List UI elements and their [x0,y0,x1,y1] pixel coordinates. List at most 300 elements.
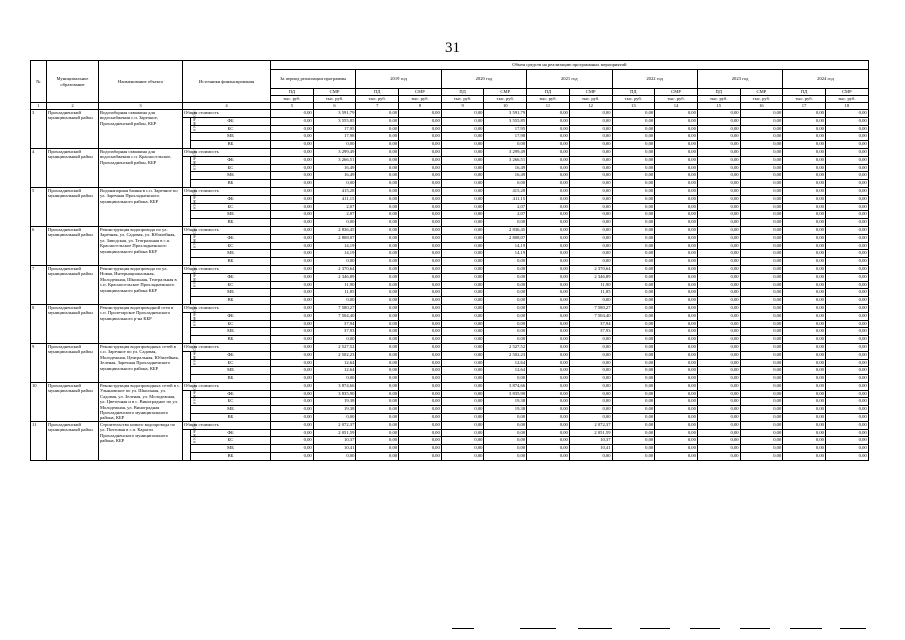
value-cell: 2 051,59 [569,429,612,437]
source-label: ФБ [191,234,271,242]
total-cost-label: Общая стоимость [183,343,271,351]
value-cell: 16,49 [484,172,527,180]
value-cell: 0,00 [441,304,484,312]
header-no: № [31,61,47,103]
value-cell: 0,00 [356,234,399,242]
source-label: ВБ [191,258,271,266]
value-cell: 16,49 [313,172,356,180]
value-cell: 0,00 [655,133,698,141]
row-municipality: Прохладненский муниципальный район [47,304,99,343]
in-that-label [183,382,197,421]
value-cell: 0,00 [740,117,783,125]
value-cell: 7 580,27 [569,304,612,312]
value-cell: 0,00 [783,110,826,118]
value-cell: 0,00 [441,297,484,305]
value-cell: 0,00 [569,211,612,219]
value-cell: 0,00 [271,453,314,461]
value-cell: 0,00 [825,226,868,234]
source-label: БС [191,242,271,250]
value-cell: 0,00 [399,281,442,289]
value-cell: 0,00 [740,297,783,305]
value-cell: 0,00 [697,141,740,149]
in-that-label [183,149,197,187]
header-pd: ПД [612,89,655,96]
value-cell: 37,94 [313,320,356,328]
value-cell: 0,00 [441,320,484,328]
header-municipality: Муниципальное образование [47,61,99,103]
value-cell: 0,00 [655,117,698,125]
header-colnum: 6 [313,103,356,110]
value-cell: 0,00 [356,421,399,429]
value-cell: 0,00 [399,242,442,250]
value-cell: 0,00 [569,187,612,195]
value-cell: 0,00 [441,367,484,375]
value-cell: 14,19 [484,250,527,258]
value-cell: 0,00 [313,375,356,383]
value-cell: 0,00 [740,289,783,297]
value-cell: 0,00 [612,390,655,398]
footer-line [790,628,822,629]
value-cell: 12,64 [313,359,356,367]
row-number: 7 [31,265,47,304]
value-cell: 411,15 [313,195,356,203]
source-label: МБ [191,289,271,297]
value-cell: 0,00 [271,164,314,172]
value-cell: 0,00 [356,133,399,141]
value-cell: 0,00 [655,172,698,180]
value-cell: 0,00 [527,453,570,461]
value-cell: 0,00 [271,203,314,211]
value-cell: 0,00 [655,164,698,172]
row-object: Строительство нового водопровода по ул. Почтовая в с.п. Карагач Прохладненского муниципального района, КБР [99,421,183,460]
value-cell: 0,00 [399,398,442,406]
header-unit: тыс. руб. [441,96,484,103]
value-cell: 0,00 [356,110,399,118]
total-cost-label: Общая стоимость [183,382,271,390]
value-cell: 0,00 [569,351,612,359]
value-cell: 0,00 [740,226,783,234]
value-cell: 0,00 [399,156,442,164]
value-cell: 0,00 [697,437,740,445]
footer-line [520,628,556,629]
value-cell: 0,00 [697,156,740,164]
value-cell: 0,00 [655,180,698,188]
value-cell: 0,00 [612,437,655,445]
value-cell: 0,00 [356,414,399,422]
value-cell: 0,00 [612,265,655,273]
value-cell: 0,00 [825,172,868,180]
in-that-text: в том числе: [191,266,197,287]
value-cell: 0,00 [740,234,783,242]
value-cell: 0,00 [569,359,612,367]
value-cell: 0,00 [569,250,612,258]
value-cell: 0,00 [271,343,314,351]
value-cell: 0,00 [399,351,442,359]
value-cell: 3 555,85 [484,117,527,125]
value-cell: 0,00 [271,382,314,390]
value-cell: 0,00 [655,297,698,305]
value-cell: 0,00 [271,258,314,266]
header-unit: тыс. руб. [612,96,655,103]
value-cell: 2 072,37 [569,421,612,429]
value-cell: 2 346,89 [313,273,356,281]
value-cell: 0,00 [655,156,698,164]
in-that-text: в том числе: [191,110,197,131]
value-cell: 0,00 [527,320,570,328]
value-cell: 0,00 [740,164,783,172]
value-cell: 0,00 [569,141,612,149]
value-cell: 0,00 [441,359,484,367]
value-cell: 0,00 [399,312,442,320]
value-cell: 0,00 [313,219,356,227]
value-cell: 19,38 [313,398,356,406]
value-cell: 0,00 [527,351,570,359]
value-cell: 0,00 [612,328,655,336]
value-cell: 0,00 [783,336,826,344]
value-cell: 0,00 [783,453,826,461]
value-cell: 0,00 [825,406,868,414]
in-that-label [183,266,197,304]
value-cell: 0,00 [569,125,612,133]
value-cell: 0,00 [399,258,442,266]
value-cell: 0,00 [484,320,527,328]
header-colnum: 13 [612,103,655,110]
value-cell: 2 527,52 [313,343,356,351]
value-cell: 0,00 [697,203,740,211]
value-cell: 0,00 [313,336,356,344]
total-cost-label: Общая стоимость [183,421,271,429]
row-number: 10 [31,382,47,421]
source-label: МБ [191,406,271,414]
row-municipality: Прохладненский муниципальный район [47,226,99,265]
value-cell: 0,00 [271,195,314,203]
value-cell: 0,00 [825,445,868,453]
value-cell: 0,00 [783,133,826,141]
row-number: 6 [31,226,47,265]
value-cell: 0,00 [825,110,868,118]
value-cell: 0,00 [569,406,612,414]
value-cell: 0,00 [783,390,826,398]
value-cell: 0,00 [356,141,399,149]
value-cell: 2 370,64 [313,265,356,273]
value-cell: 0,00 [740,133,783,141]
value-cell: 0,00 [697,398,740,406]
value-cell: 0,00 [399,250,442,258]
value-cell: 0,00 [399,164,442,172]
value-cell: 0,00 [740,148,783,156]
value-cell: 0,00 [783,429,826,437]
value-cell: 2 527,52 [484,343,527,351]
value-cell: 0,00 [569,226,612,234]
value-cell: 0,00 [356,320,399,328]
value-cell: 0,00 [356,148,399,156]
value-cell: 0,00 [313,180,356,188]
value-cell: 0,00 [441,453,484,461]
value-cell: 0,00 [697,234,740,242]
value-cell: 2,07 [313,203,356,211]
in-that-text: в том числе: [191,421,197,443]
value-cell: 3 835,90 [313,390,356,398]
value-cell: 0,00 [441,156,484,164]
value-cell: 0,00 [825,156,868,164]
value-cell: 0,00 [441,148,484,156]
value-cell: 0,00 [783,219,826,227]
value-cell: 0,00 [527,133,570,141]
row-municipality: Прохладненский муниципальный район [47,421,99,460]
value-cell: 0,00 [825,164,868,172]
value-cell: 0,00 [697,343,740,351]
value-cell: 3 591,79 [484,110,527,118]
value-cell: 0,00 [612,375,655,383]
in-that-text: в том числе: [191,343,197,365]
value-cell: 0,00 [697,281,740,289]
value-cell: 0,00 [697,336,740,344]
value-cell: 0,00 [783,414,826,422]
row-municipality: Прохладненский муниципальный район [47,265,99,304]
value-cell: 0,00 [441,390,484,398]
value-cell: 0,00 [356,172,399,180]
table-row [31,226,869,234]
value-cell: 0,00 [612,453,655,461]
value-cell: 0,00 [612,117,655,125]
value-cell: 0,00 [740,445,783,453]
value-cell: 0,00 [655,289,698,297]
value-cell: 0,00 [399,453,442,461]
value-cell: 0,00 [527,125,570,133]
value-cell: 0,00 [569,375,612,383]
value-cell: 0,00 [783,359,826,367]
value-cell: 0,00 [612,351,655,359]
value-cell: 0,00 [484,336,527,344]
table-row [31,304,869,312]
value-cell: 0,00 [783,172,826,180]
value-cell: 0,00 [356,312,399,320]
value-cell: 0,00 [783,382,826,390]
value-cell: 0,00 [655,351,698,359]
header-unit: тыс. руб. [783,96,826,103]
value-cell: 0,00 [441,312,484,320]
value-cell: 0,00 [783,351,826,359]
value-cell: 0,00 [612,382,655,390]
value-cell: 0,00 [655,258,698,266]
value-cell: 0,00 [740,141,783,149]
value-cell: 0,00 [527,187,570,195]
value-cell: 0,00 [399,336,442,344]
value-cell: 0,00 [527,375,570,383]
value-cell: 0,00 [441,445,484,453]
value-cell: 0,00 [612,211,655,219]
value-cell: 0,00 [783,265,826,273]
value-cell: 0,00 [783,289,826,297]
value-cell: 0,00 [271,312,314,320]
value-cell: 0,00 [271,437,314,445]
value-cell: 0,00 [612,226,655,234]
value-cell: 0,00 [655,359,698,367]
source-label: ВБ [191,297,271,305]
value-cell: 0,00 [271,429,314,437]
value-cell: 0,00 [655,320,698,328]
value-cell: 0,00 [740,390,783,398]
header-period: 2023 год [697,70,782,89]
header-unit: тыс. руб. [527,96,570,103]
value-cell: 16,49 [484,164,527,172]
value-cell: 0,00 [399,125,442,133]
value-cell: 0,00 [740,242,783,250]
value-cell: 0,00 [399,429,442,437]
value-cell: 0,00 [612,203,655,211]
value-cell: 0,00 [569,343,612,351]
table-row [31,110,869,118]
in-that-text: в том числе: [191,149,197,170]
value-cell: 0,00 [740,421,783,429]
value-cell: 0,00 [569,390,612,398]
value-cell: 0,00 [399,226,442,234]
value-cell: 0,00 [655,211,698,219]
value-cell: 0,00 [527,382,570,390]
value-cell: 0,00 [697,273,740,281]
value-cell: 2 836,45 [313,226,356,234]
value-cell: 0,00 [569,148,612,156]
value-cell: 0,00 [356,281,399,289]
value-cell: 2 836,45 [484,226,527,234]
value-cell: 7 504,40 [569,312,612,320]
value-cell: 0,00 [655,453,698,461]
row-object: Реконструкция водопроводных сетей в с. Ульяновское по ул. Школьная, ул. Садовая, ул. Зеленая, ул. Молодежная, ул. Цветочная и в с. Виноградное по ул. Молодежная, ул. Виноградная Прохладненского муниципального района, КБР [99,382,183,421]
value-cell: 0,00 [527,328,570,336]
value-cell: 0,00 [569,336,612,344]
value-cell: 0,00 [697,312,740,320]
value-cell: 0,00 [655,242,698,250]
value-cell: 0,00 [441,180,484,188]
value-cell: 0,00 [569,382,612,390]
value-cell: 0,00 [441,211,484,219]
value-cell: 0,00 [612,336,655,344]
value-cell: 0,00 [527,148,570,156]
value-cell: 0,00 [271,336,314,344]
value-cell: 0,00 [356,258,399,266]
value-cell: 0,00 [697,414,740,422]
value-cell: 11,85 [569,289,612,297]
value-cell: 11,90 [569,281,612,289]
source-label: МБ [191,250,271,258]
value-cell: 0,00 [740,359,783,367]
value-cell: 0,00 [655,265,698,273]
value-cell: 0,00 [783,367,826,375]
value-cell: 0,00 [697,297,740,305]
header-colnum: 12 [569,103,612,110]
source-label: МБ [191,328,271,336]
value-cell: 0,00 [484,375,527,383]
value-cell: 0,00 [825,133,868,141]
value-cell: 0,00 [783,312,826,320]
value-cell: 0,00 [271,148,314,156]
value-cell: 2 072,37 [313,421,356,429]
value-cell: 0,00 [271,125,314,133]
value-cell: 0,00 [527,203,570,211]
value-cell: 0,00 [740,172,783,180]
value-cell: 0,00 [271,180,314,188]
value-cell: 0,00 [356,273,399,281]
value-cell: 0,00 [484,312,527,320]
value-cell: 0,00 [441,437,484,445]
value-cell: 0,00 [740,219,783,227]
total-cost-label: Общая стоимость [183,148,271,156]
header-colnum: 2 [47,103,99,110]
source-label: ВБ [191,180,271,188]
header-unit: тыс. руб. [655,96,698,103]
value-cell: 0,00 [825,148,868,156]
value-cell: 0,00 [271,234,314,242]
value-cell: 0,00 [441,164,484,172]
value-cell: 0,00 [612,414,655,422]
value-cell: 0,00 [569,258,612,266]
value-cell: 2 346,89 [569,273,612,281]
value-cell: 0,00 [356,195,399,203]
value-cell: 0,00 [612,156,655,164]
row-municipality: Прохладненский муниципальный район [47,187,99,226]
value-cell: 0,00 [313,414,356,422]
value-cell: 0,00 [527,164,570,172]
header-pd: ПД [356,89,399,96]
value-cell: 0,00 [740,125,783,133]
value-cell: 0,00 [527,336,570,344]
header-colnum: 8 [399,103,442,110]
header-pd: ПД [527,89,570,96]
value-cell: 0,00 [356,398,399,406]
value-cell: 0,00 [441,110,484,118]
value-cell: 11,85 [313,289,356,297]
header-period: 2020 год [441,70,526,89]
value-cell: 0,00 [441,226,484,234]
table-row [31,382,869,390]
value-cell: 0,00 [271,250,314,258]
value-cell: 0,00 [313,297,356,305]
value-cell: 0,00 [527,281,570,289]
value-cell: 0,00 [612,281,655,289]
value-cell: 0,00 [271,110,314,118]
value-cell: 0,00 [655,398,698,406]
value-cell: 0,00 [484,421,527,429]
value-cell: 0,00 [441,117,484,125]
value-cell: 2,07 [484,211,527,219]
value-cell: 0,00 [783,421,826,429]
value-cell: 0,00 [271,211,314,219]
value-cell: 0,00 [484,453,527,461]
value-cell: 0,00 [569,398,612,406]
value-cell: 0,00 [740,187,783,195]
value-cell: 0,00 [825,382,868,390]
value-cell: 0,00 [527,414,570,422]
value-cell: 17,98 [313,133,356,141]
value-cell: 0,00 [783,164,826,172]
value-cell: 0,00 [527,156,570,164]
value-cell: 0,00 [655,219,698,227]
value-cell: 12,64 [313,367,356,375]
value-cell: 0,00 [740,453,783,461]
value-cell: 14,19 [484,242,527,250]
value-cell: 0,00 [484,429,527,437]
value-cell: 0,00 [484,304,527,312]
value-cell: 0,00 [399,172,442,180]
header-colnum: 18 [825,103,868,110]
value-cell: 0,00 [783,343,826,351]
in-that-label [183,304,197,343]
value-cell: 0,00 [399,367,442,375]
value-cell: 0,00 [697,226,740,234]
value-cell: 0,00 [825,265,868,273]
value-cell: 0,00 [356,164,399,172]
value-cell: 0,00 [271,219,314,227]
